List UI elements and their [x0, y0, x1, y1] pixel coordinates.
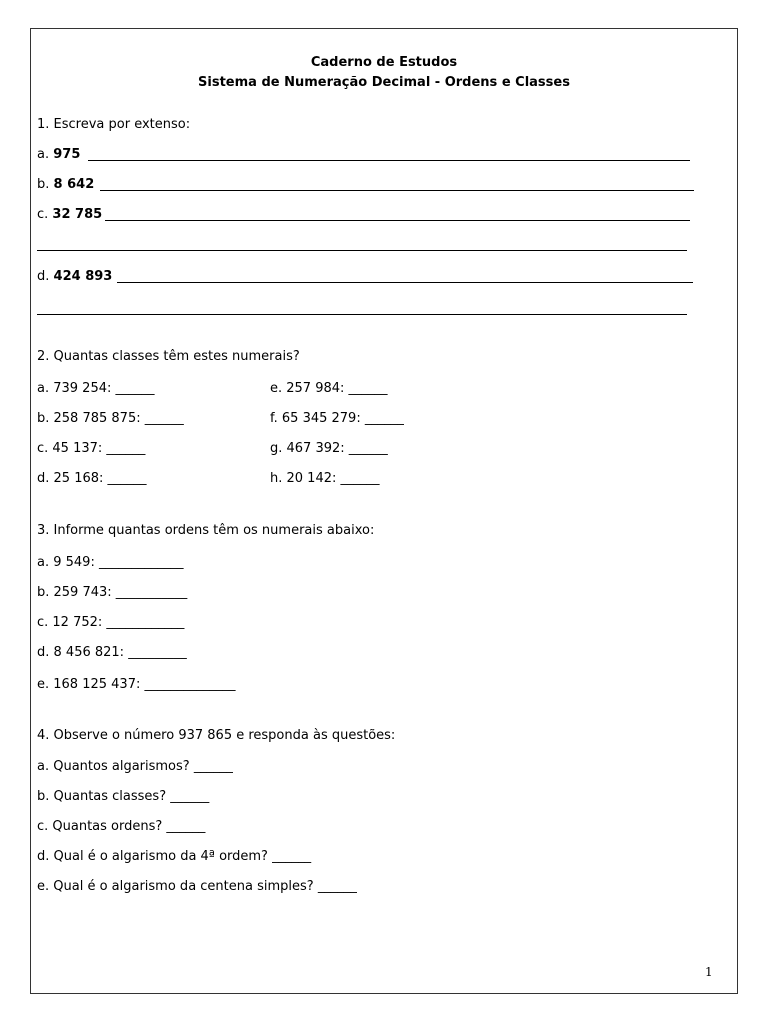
q1-item-label: b. [37, 177, 50, 192]
q2-item-b: b. 258 785 875: ______ [37, 411, 184, 426]
q1-item-b [37, 177, 94, 193]
q2-item-d: d. 25 168: ______ [37, 471, 147, 486]
q4-item-b: b. Quantas classes? ______ [37, 789, 210, 804]
q3-item-e: e. 168 125 437: ______________ [37, 677, 236, 692]
q2-item-c: c. 45 137: ______ [37, 441, 146, 456]
q1-item-number: 424 893 [53, 269, 113, 284]
answer-line [37, 314, 687, 315]
q3-item-a: a. 9 549: _____________ [37, 555, 184, 570]
q2-item-e: e. 257 984: ______ [270, 381, 388, 396]
q4-item-a: a. Quantos algarismos? ______ [37, 759, 233, 774]
answer-line [37, 250, 687, 251]
q1-item-d [37, 269, 112, 285]
q1-item-number: 8 642 [53, 177, 95, 192]
q2-prompt: 2. Quantas classes têm estes numerais? [37, 349, 300, 364]
q2-item-h: h. 20 142: ______ [270, 471, 380, 486]
q1-item-number: 32 785 [52, 207, 103, 222]
q3-item-b: b. 259 743: ___________ [37, 585, 188, 600]
q3-item-c: c. 12 752: ____________ [37, 615, 185, 630]
q1-item-c [37, 207, 102, 223]
q4-item-e: e. Qual é o algarismo da centena simples? ______ [37, 879, 357, 894]
q1-item-a [37, 147, 80, 163]
q4-prompt: 4. Observe o número 937 865 e responda às questões: [37, 728, 396, 743]
answer-line [100, 190, 694, 191]
q1-item-label: d. [37, 269, 50, 284]
q1-item-number: 975 [53, 147, 81, 162]
document-subtitle: Sistema de Numeração Decimal - Ordens e Classes [198, 75, 570, 90]
q2-item-f: f. 65 345 279: ______ [270, 411, 404, 426]
q3-prompt: 3. Informe quantas ordens têm os numerais abaixo: [37, 523, 375, 538]
answer-line [88, 160, 690, 161]
q1-item-label: a. [37, 147, 50, 162]
q1-item-label: c. [37, 207, 49, 222]
answer-line [117, 282, 693, 283]
q4-item-c: c. Quantas ordens? ______ [37, 819, 206, 834]
document-title: Caderno de Estudos [310, 55, 458, 70]
page-number: 1 [705, 965, 713, 979]
q2-item-a: a. 739 254: ______ [37, 381, 155, 396]
q3-item-d: d. 8 456 821: _________ [37, 645, 187, 660]
q4-item-d: d. Qual é o algarismo da 4ª ordem? ______ [37, 849, 312, 864]
answer-line [105, 220, 690, 221]
q2-item-g: g. 467 392: ______ [270, 441, 388, 456]
q1-prompt: 1. Escreva por extenso: [37, 117, 191, 132]
